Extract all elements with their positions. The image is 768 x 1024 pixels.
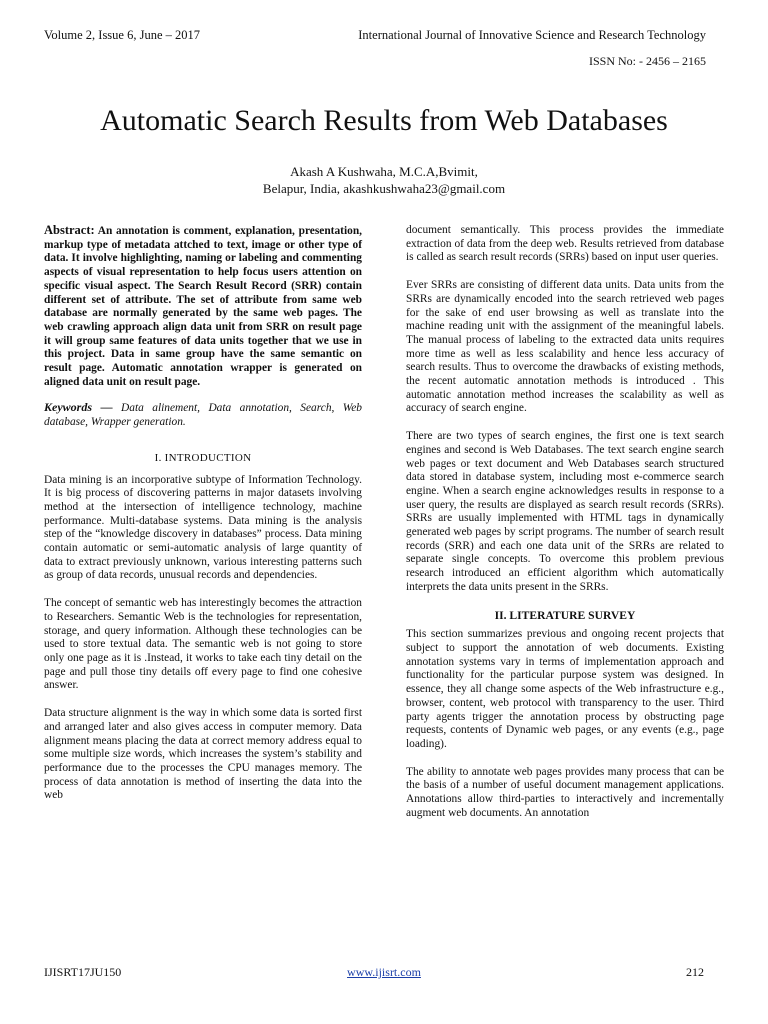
literature-paragraph: The ability to annotate web pages provides many process that can be the basis of a number of useful document management applications. Annotations allow third-parties to interactively and incrementally augment web documents. An annotation: [406, 765, 724, 819]
intro-paragraph: The concept of semantic web has interestingly becomes the attraction to Researchers. Semantic Web is the technologies for representation, storage, and query information. Although these technologies can be used to store textual data. The semantic web is not going to store only one page as it is .Instead, it works to take each tiny detail on the page and pull those tiny details off every page to find one cohesive answer.: [44, 597, 362, 692]
body-paragraph: There are two types of search engines, the first one is text search engines and second is Web Databases. The text search engine search web pages or text document and Web Databases search structured data stored in database system, including most e-commerce search engine. When a search engine acknowledges results in response to a user query, the results are displayed as search result records (SRRs). SRRs are usually implemented with HTML tags in dynamically generated web pages by script programs. The number of search result records (SRR) and each one data unit of the SRRs are related to separate single concepts. To overcome this problem previous research introduced an efficient algorithm which automatically interprets the data units present in the SRRs.: [406, 430, 724, 593]
section-heading-literature-survey: II. LITERATURE SURVEY: [494, 608, 636, 622]
abstract-text: An annotation is comment, explanation, presentation, markup type of metadata attched to text, image or other type of data. It involve highlighting, naming or labeling and commenting aspects of visual representation to help focus users attention on specific visual aspect. The Search Result Record (SRR) contain different set of attribute. The set of attribute from same web database are normally generated by the same web pages. The web crawling approach align data unit from SRR on result page it will group same features of data units together that we use in this project. Data in same group have the same semantic on result page. Automatic annotation wrapper is generated on aligned data unit on result page.: [44, 225, 362, 388]
footer-paper-id: IJISRT17JU150: [44, 965, 122, 979]
keywords-text: Data alinement, Data annotation, Search, Web database, Wrapper generation.: [44, 402, 362, 429]
footer-website-link[interactable]: www.ijisrt.com: [347, 965, 421, 979]
header-issn: ISSN No: - 2456 – 2165: [588, 54, 706, 68]
header-journal: International Journal of Innovative Science and Research Technology: [358, 28, 706, 42]
intro-paragraph: Data mining is an incorporative subtype of Information Technology. It is big process of discovering patterns in major datasets involving method at the intersection of intelligence technology, machine performance. Multi-database systems. Data mining is the analysis step of the “knowledge discovery in databases” process. Data mining contain automatic or semi-automatic analysis of large quantity of data to extract previously unknown, various interesting patterns such as group of data records, unusual records and dependencies.: [44, 473, 362, 582]
abstract-label: Abstract:: [44, 223, 95, 237]
body-paragraph: Ever SRRs are consisting of different data units. Data units from the SRRs are dynamically encoded into the search retrieved web pages for the sake of end user browsing as well as translate into the machine reading unit with the assignment of the meaningful labels. The manual process of labeling to the extracted data units requires more time as well as less scalability and hence less accuracy of search results. Thus to overcome the drawbacks of existing methods, the recent automatic annotation methods is introduced . This automatic annotation method increases the scalability as well as accuracy of search engine.: [406, 279, 724, 415]
right-column: [406, 224, 724, 834]
footer-page-number: 212: [686, 965, 704, 979]
abstract: [44, 224, 362, 389]
paper-title: Automatic Search Results from Web Databases: [100, 104, 668, 137]
left-column: [44, 224, 362, 817]
header-volume: Volume 2, Issue 6, June – 2017: [44, 28, 201, 42]
literature-paragraph: This section summarizes previous and ongoing recent projects that subject to support the annotation of web documents. Existing annotation systems vary in terms of implementation approach and functionality for the particular purpose system was designed. In essence, they all change some aspects of the Web infrastructure e.g., browser, content, web protocol with transparency to the user. Third party agents trigger the annotation process by obstructing page requests, contents of Dynamic web pages, or any events (e.g., page loading).: [406, 628, 724, 750]
keywords-label: Keywords —: [44, 400, 113, 415]
section-heading-introduction: I. INTRODUCTION: [154, 451, 252, 464]
author-line-2: Belapur, India, akashkushwaha23@gmail.com: [262, 181, 506, 196]
author-line-1: Akash A Kushwaha, M.C.A,Bvimit,: [290, 164, 478, 179]
body-paragraph: document semantically. This process provides the immediate extraction of data from the deep web. Results retrieved from database is called as search result records (SRRs) based on input user queries.: [406, 224, 724, 264]
intro-paragraph: Data structure alignment is the way in which some data is sorted first and arranged later and also gives access in computer memory. Data alignment means placing the data at correct memory address equal to some multiple size words, which increases the system’s stability and performance due to the processes the CPU manages memory. The process of data annotation is method of inserting the data into the web: [44, 707, 362, 802]
author-block: [0, 163, 768, 197]
keywords: [44, 401, 362, 429]
